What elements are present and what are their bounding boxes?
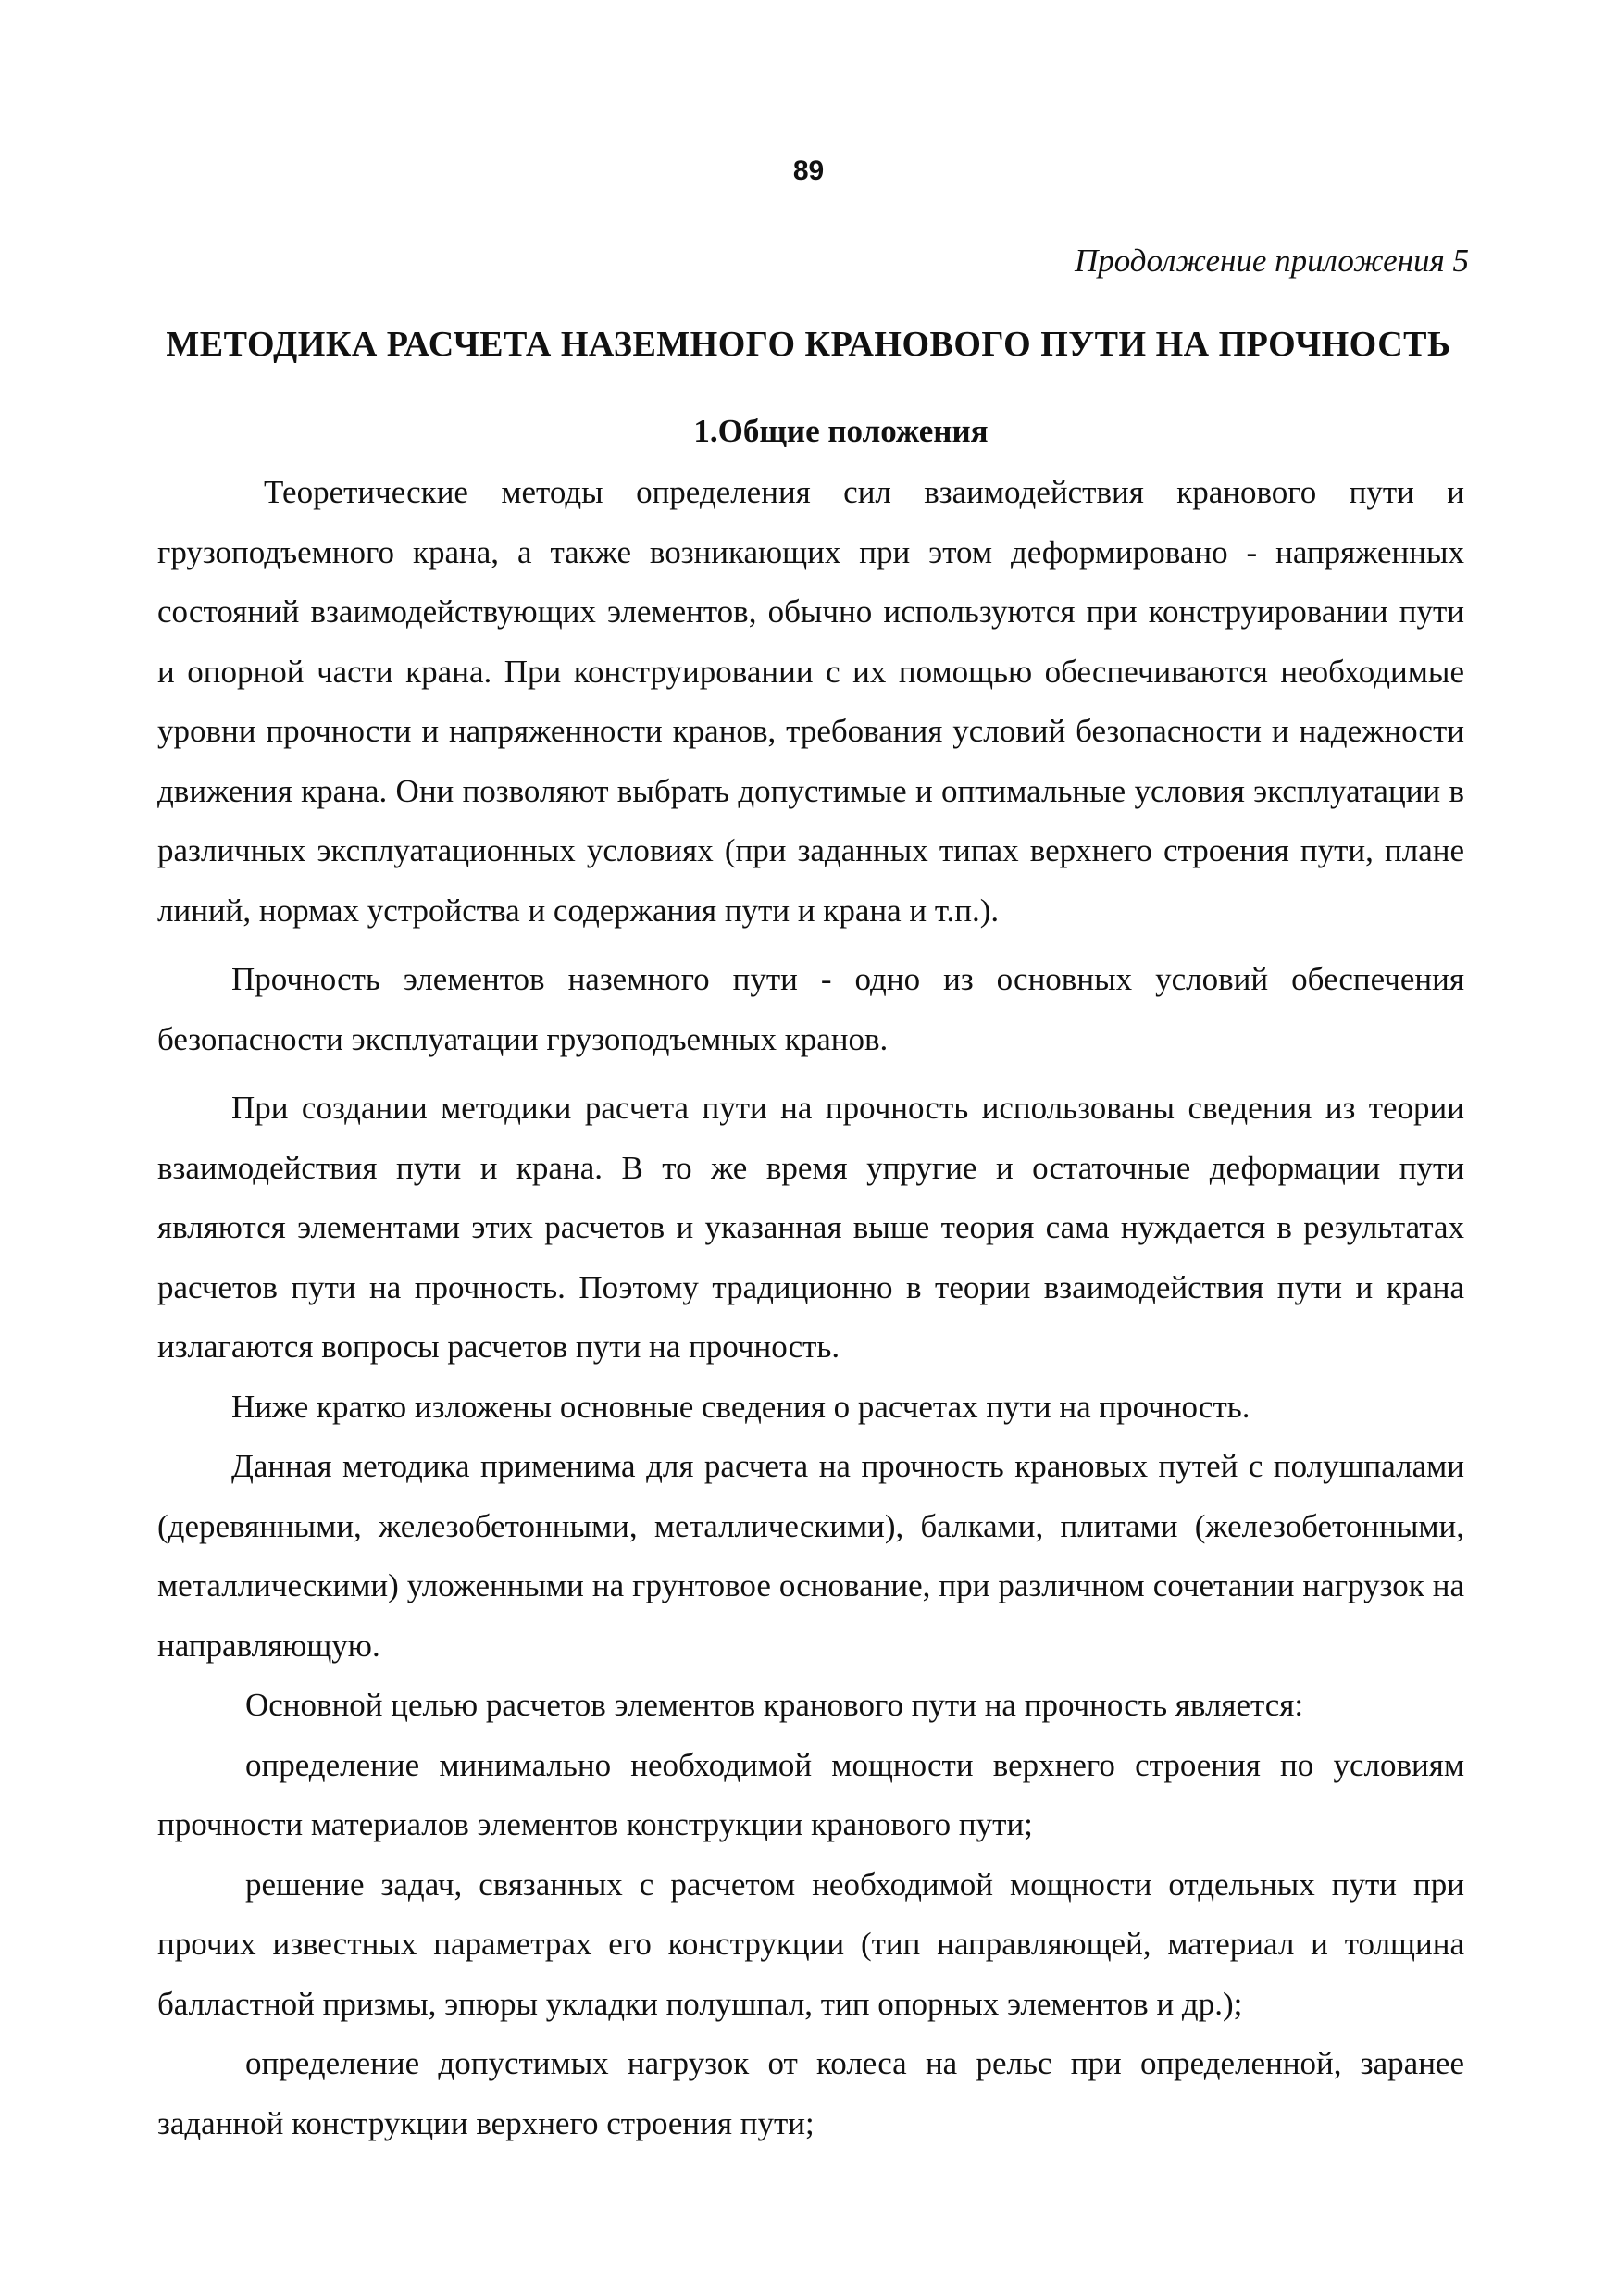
page-number: 89 <box>792 156 825 186</box>
paragraph: Основной целью расчетов элементов кранового пути на прочность является: <box>245 1687 1304 1723</box>
paragraph: При создании методики расчета пути на прочность использованы сведения из теории взаимодействия пути и крана. В то же время упругие и остаточные деформации пути являются элементами этих расчетов и указанная выше теория сама нуждается в результатах расчетов пути на прочность. Поэтому традиционно в теории взаимодействия пути и крана излагаются вопросы расчетов пути на прочность. <box>157 1090 1464 1365</box>
paragraph: Прочность элементов наземного пути - одно из основных условий обеспечения безопасности эксплуатации грузоподъемных кранов. <box>157 961 1464 1057</box>
list-item: определение допустимых нагрузок от колеса на рельс при определенной, заранее заданной конструкции верхнего строения пути; <box>157 2045 1464 2141</box>
appendix-note: Продолжение приложения 5 <box>1074 243 1469 279</box>
list-item: решение задач, связанных с расчетом необходимой мощности отдельных пути при прочих известных параметрах его конструкции (тип направляющей, материал и толщина балластной призмы, эпюры укладки полушпал, тип опорных элементов и др.); <box>157 1866 1464 2022</box>
section-heading: 1.Общие положения <box>693 413 989 449</box>
paragraph: Ниже кратко изложены основные сведения о расчетах пути на прочность. <box>231 1388 1250 1425</box>
paragraph: Теоретические методы определения сил взаимодействия кранового пути и грузоподъемного крана, а также возникающих при этом деформировано - напряженных состояний взаимодействующих элементов, обычно используются при конструировании пути и опорной части крана. При конструировании с их помощью обеспечиваются необходимые уровни прочности и напряженности кранов, требования условий безопасности и надежности движения крана. Они позволяют выбрать допустимые и оптимальные условия эксплуатации в различных эксплуатационных условиях (при заданных типах верхнего строения пути, плане линий, нормах устройства и содержания пути и крана и т.п.). <box>157 474 1464 929</box>
paragraph: Данная методика применима для расчета на прочность крановых путей с полушпалами (деревянными, железобетонными, металлическими), балками, плитами (железобетонными, металлическими) уложенными на грунтовое основание, при различном сочетании нагрузок на направляющую. <box>157 1448 1464 1664</box>
list-item: определение минимально необходимой мощности верхнего строения по условиям прочности материалов элементов конструкции кранового пути; <box>157 1746 1464 1842</box>
body-text <box>157 463 1464 2153</box>
document-title: МЕТОДИКА РАСЧЕТА НАЗЕМНОГО КРАНОВОГО ПУТИ НА ПРОЧНОСТЬ <box>166 325 1451 364</box>
